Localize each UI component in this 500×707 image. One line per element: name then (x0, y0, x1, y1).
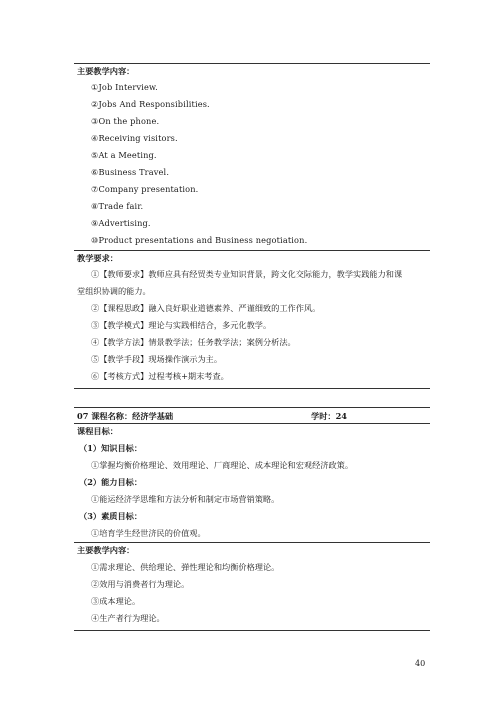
content-item: ①需求理论、供给理论、弹性理论和均衡价格理论。 (91, 562, 280, 572)
table-rule-top (74, 63, 430, 64)
content-item: ④Receiving visitors. (91, 133, 178, 143)
objectives-heading: 课程目标： (77, 426, 118, 436)
content-heading-2: 主要教学内容： (77, 545, 135, 555)
content-item: ②Jobs And Responsibilities. (91, 99, 210, 109)
content-item: ①Job Interview. (91, 82, 158, 92)
content-item: ④生产者行为理论。 (91, 613, 165, 623)
requirement-item: ②【课程思政】融入良好职业道德素养、严谨细致的工作作风。 (91, 303, 321, 313)
knowledge-item: ①掌握均衡价格理论、效用理论、厂商理论、成本理论和宏观经济政策。 (91, 460, 354, 470)
table-rule-bottom (74, 630, 430, 631)
quality-heading: （3）素质目标： (79, 511, 143, 521)
table-rule-top (74, 407, 430, 408)
content-item: ⑦Company presentation. (91, 184, 199, 194)
quality-item: ①培育学生经世济民的价值观。 (91, 528, 206, 538)
requirement-item: ①【教师要求】教师应具有经贸类专业知识背景，跨文化交际能力，教学实践能力和课 (91, 269, 403, 279)
requirement-item: ⑥【考核方式】过程考核+期末考查。 (91, 371, 229, 381)
table-rule (74, 250, 430, 251)
requirement-item: ④【教学方法】情景教学法；任务教学法；案例分析法。 (91, 337, 296, 347)
ability-heading: （2）能力目标： (79, 477, 143, 487)
table-rule (74, 423, 430, 424)
course-name: 07 课程名称：经济学基础 (77, 411, 174, 421)
course-hours: 学时：24 (311, 411, 347, 421)
requirement-item: ⑤【教学手段】现场操作演示为主。 (91, 354, 223, 364)
content-item: ③On the phone. (91, 116, 160, 126)
content-item: ⑩Product presentations and Business negotiation. (91, 235, 308, 245)
requirement-item-continued: 堂组织协调的能力。 (77, 286, 151, 296)
content-item: ③成本理论。 (91, 596, 141, 606)
content-heading-1: 主要教学内容： (77, 66, 135, 76)
requirement-item: ③【教学模式】理论与实践相结合，多元化教学。 (91, 320, 272, 330)
content-item: ⑤At a Meeting. (91, 150, 157, 160)
content-item: ②效用与消费者行为理论。 (91, 579, 190, 589)
content-item: ⑨Advertising. (91, 218, 151, 228)
requirements-heading: 教学要求： (77, 253, 118, 263)
table-rule-bottom (74, 388, 430, 389)
ability-item: ①能运经济学思维和方法分析和制定市场营销策略。 (91, 494, 280, 504)
content-item: ⑧Trade fair. (91, 201, 144, 211)
table-rule (74, 542, 430, 543)
knowledge-heading: （1）知识目标： (79, 443, 143, 453)
content-item: ⑥Business Travel. (91, 167, 170, 177)
page-number: 40 (415, 659, 426, 668)
